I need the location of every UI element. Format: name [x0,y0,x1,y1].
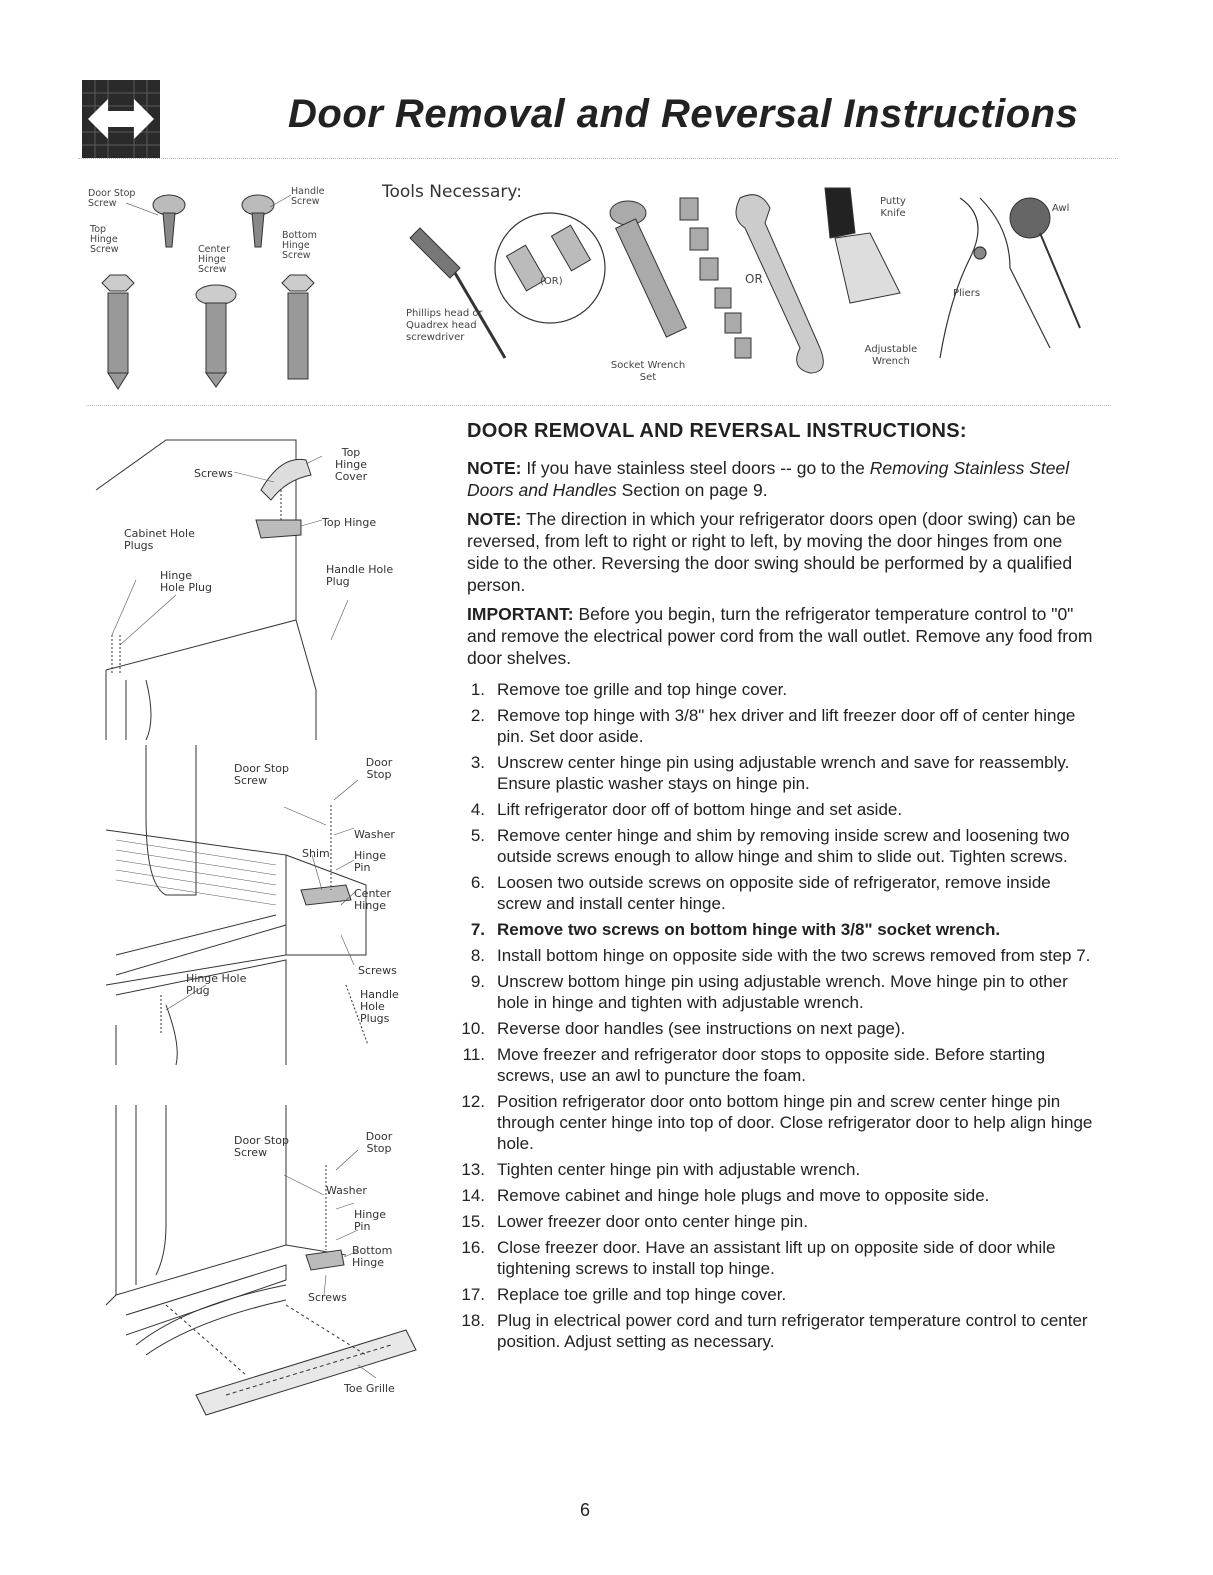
step-text: Unscrew bottom hinge pin using adjustable wrench. Move hinge pin to other hole in hinge and tighten with adjustable wrench. [497,972,1068,1012]
step-number: 4. [470,800,485,819]
handle-hole-plug-label: Handle Hole Plug [326,563,394,588]
step-number: 6. [470,873,485,892]
important-label: IMPORTANT: [467,604,574,624]
step-text: Lower freezer door onto center hinge pin. [497,1212,808,1231]
door-stop-screw-label: Door Stop Screw [88,188,136,209]
tools-title: Tools Necessary: [382,182,522,202]
or-small-label: (OR) [540,276,563,287]
left-right-arrows-icon [82,80,160,158]
door-stop-label-mid: Door Stop [365,756,393,781]
step-item [455,945,1095,966]
step-number: 16. [461,1238,485,1257]
step-item [455,1237,1095,1279]
important-text: Before you begin, turn the refrigerator temperature control to "0" and remove the electrical power cord from the wall outlet. Remove any food from door shelves. [467,604,1093,668]
cabinet-hole-plugs-label: Cabinet Hole Plugs [124,527,195,552]
step-item [455,1018,1095,1039]
screws-illustration [86,175,356,400]
step-item [455,679,1095,700]
step-text: Remove two screws on bottom hinge with 3/8" socket wrench. [497,920,1001,939]
step-text: Remove cabinet and hinge hole plugs and move to opposite side. [497,1186,990,1205]
step-item [455,825,1095,867]
center-hinge-label: Center Hinge [354,887,392,912]
tools-illustration [380,178,1110,403]
section-heading: DOOR REMOVAL AND REVERSAL INSTRUCTIONS: [467,420,967,442]
step-item [455,872,1095,914]
handle-hole-plugs-label: Handle Hole Plugs [360,988,399,1025]
step-text: Close freezer door. Have an assistant lift up on opposite side of door while tightening screws to install top hinge. [497,1238,1056,1278]
step-number: 13. [461,1160,485,1179]
hinge-pin-label-bottom: Hinge Pin [354,1208,387,1233]
washer-label-mid: Washer [354,828,395,841]
step-number: 10. [461,1019,485,1038]
handle-screw-label: Handle Screw [291,186,325,207]
note-stainless [467,457,1095,501]
step-number: 17. [461,1285,485,1304]
note-label: NOTE: [467,509,522,529]
instructions-column [455,420,1095,1357]
step-number: 7. [470,920,485,939]
hinge-hole-plug-label-mid: Hinge Hole Plug [186,972,247,997]
top-hinge-cover-label: Top Hinge Cover [334,446,368,483]
screws-label-mid: Screws [358,964,397,977]
step-number: 8. [470,946,485,965]
step-text: Reverse door handles (see instructions on next page). [497,1019,906,1038]
step-item [455,705,1095,747]
step-item [455,971,1095,1013]
note-tail: Section on page 9. [616,480,768,500]
step-text: Remove top hinge with 3/8" hex driver and lift freezer door off of center hinge pin. Set door aside. [497,706,1076,746]
step-text: Replace toe grille and top hinge cover. [497,1285,787,1304]
top-hinge-screw-label: Top Hinge Screw [90,224,119,255]
step-item [455,1284,1095,1305]
awl-label: Awl [1052,203,1070,214]
step-text: Move freezer and refrigerator door stops to opposite side. Before starting screws, use an awl to puncture the foam. [497,1045,1046,1085]
socket-set-label: Socket Wrench Set [610,360,686,383]
top-hinge-diagram [86,420,446,740]
step-text: Tighten center hinge pin with adjustable wrench. [497,1160,861,1179]
hinge-hole-plug-label-top: Hinge Hole Plug [160,569,212,594]
note-label: NOTE: [467,458,522,478]
step-text: Unscrew center hinge pin using adjustable wrench and save for reassembly. Ensure plastic washer stays on hinge pin. [497,753,1070,793]
step-item [455,919,1095,940]
page-number: 6 [580,1500,591,1520]
top-hinge-label: Top Hinge [322,516,377,529]
step-number: 14. [461,1186,485,1205]
important-note [467,603,1095,669]
step-item [455,1310,1095,1352]
step-number: 2. [470,706,485,725]
door-stop-screw-label-bottom: Door Stop Screw [234,1134,289,1159]
or-large-label: OR [745,272,763,286]
step-text: Remove center hinge and shim by removing inside screw and loosening two outside screws enough to allow hinge and shim to slide out. Tighten screws. [497,826,1070,866]
step-item [455,1044,1095,1086]
stainless-section-ref: Removing Stainless Steel Doors and Handles [467,458,1070,500]
note-door-swing [467,508,1095,596]
step-text: Lift refrigerator door off of bottom hinge and set aside. [497,800,903,819]
hinge-pin-label-mid: Hinge Pin [354,849,387,874]
step-item [455,1185,1095,1206]
step-text: Position refrigerator door onto bottom hinge pin and screw center hinge pin through center hinge into top of door. Close refrigerator door to help align hinge hole. [497,1092,1093,1153]
bottom-hinge-label: Bottom Hinge [352,1244,393,1269]
tools-drawing [380,178,1110,403]
door-stop-screw-label-mid: Door Stop Screw [234,762,289,787]
note-text: If you have stainless steel doors -- go to the [521,458,870,478]
steps-list [455,679,1095,1352]
washer-label-bottom: Washer [326,1184,367,1197]
step-item [455,752,1095,794]
step-item [455,1211,1095,1232]
center-hinge-diagram [86,745,446,1065]
step-number: 12. [461,1092,485,1111]
putty-knife-label: Putty Knife [880,196,906,219]
step-number: 18. [461,1311,485,1330]
step-number: 11. [462,1045,485,1064]
shim-label: Shim [302,847,330,860]
page-title: Door Removal and Reversal Instructions [288,92,1079,136]
step-number: 9. [470,972,485,991]
section-divider [86,405,1111,406]
door-stop-label-bottom: Door Stop [365,1130,393,1155]
pliers-label: Pliers [953,288,981,299]
center-hinge-screw-label: Center Hinge Screw [198,244,230,275]
step-text: Plug in electrical power cord and turn refrigerator temperature control to center position. Adjust setting as necessary. [497,1311,1088,1351]
bottom-hinge-diagram [86,1105,446,1425]
step-text: Install bottom hinge on opposite side with the two screws removed from step 7. [497,946,1091,965]
note-text: The direction in which your refrigerator doors open (door swing) can be reversed, from left to right or right to left, by moving the door hinges from one side to the other. Reversing the door swing should be performed by a qualified person. [467,509,1076,595]
screws-label-top: Screws [194,467,233,480]
step-item [455,1159,1095,1180]
step-text: Remove toe grille and top hinge cover. [497,680,788,699]
step-number: 15. [461,1212,485,1231]
adjustable-wrench-label: Adjustable Wrench [864,344,918,367]
screws-label-bottom: Screws [308,1291,347,1304]
page-header [78,72,1118,159]
screwdriver-label: Phillips head or Quadrex head screwdriver [406,308,483,343]
bottom-hinge-screw-label: Bottom Hinge Screw [282,230,317,261]
step-item [455,799,1095,820]
toe-grille-label: Toe Grille [344,1382,395,1395]
step-text: Loosen two outside screws on opposite side of refrigerator, remove inside screw and install center hinge. [497,873,1051,913]
step-number: 3. [470,753,485,772]
step-number: 1. [470,680,485,699]
step-item [455,1091,1095,1154]
step-number: 5. [470,826,485,845]
